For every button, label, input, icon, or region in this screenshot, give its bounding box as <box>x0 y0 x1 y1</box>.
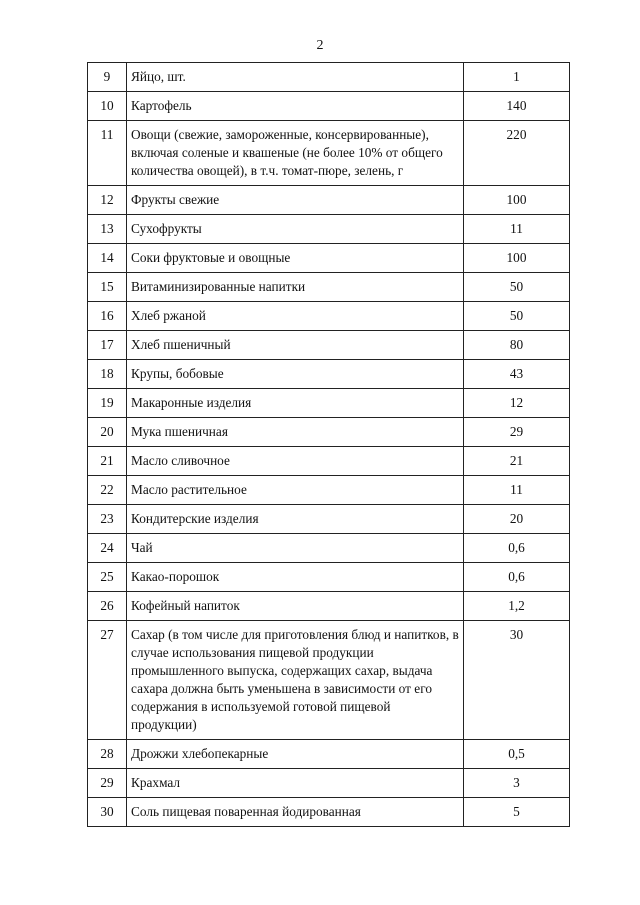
norm-value: 5 <box>464 798 570 827</box>
table-row <box>88 360 570 389</box>
product-name: Крахмал <box>127 769 464 798</box>
norm-value: 12 <box>464 389 570 418</box>
row-number: 18 <box>88 360 127 389</box>
product-name: Сахар (в том числе для приготовления блюд и напитков, в случае использования пищевой продукции промышленного выпуска, содержащих сахар, выдача сахара должна быть уменьшена в зависимости от его содержания в используемой готовой пищевой продукции) <box>127 621 464 740</box>
norm-value: 0,6 <box>464 563 570 592</box>
page-number: 2 <box>316 38 324 53</box>
product-name: Какао-порошок <box>127 563 464 592</box>
table-row <box>88 92 570 121</box>
product-name: Чай <box>127 534 464 563</box>
norm-value: 1 <box>464 63 570 92</box>
row-number: 17 <box>88 331 127 360</box>
row-number: 11 <box>88 121 127 186</box>
row-number: 30 <box>88 798 127 827</box>
table-row <box>88 302 570 331</box>
product-name: Витаминизированные напитки <box>127 273 464 302</box>
row-number: 29 <box>88 769 127 798</box>
table-row <box>88 215 570 244</box>
norm-value: 140 <box>464 92 570 121</box>
table-row <box>88 534 570 563</box>
table-row <box>88 63 570 92</box>
product-name: Кондитерские изделия <box>127 505 464 534</box>
norm-value: 3 <box>464 769 570 798</box>
product-name: Картофель <box>127 92 464 121</box>
norm-value: 11 <box>464 215 570 244</box>
row-number: 26 <box>88 592 127 621</box>
table-row <box>88 331 570 360</box>
row-number: 15 <box>88 273 127 302</box>
norm-value: 50 <box>464 273 570 302</box>
norm-value: 80 <box>464 331 570 360</box>
norm-value: 29 <box>464 418 570 447</box>
row-number: 25 <box>88 563 127 592</box>
norm-value: 21 <box>464 447 570 476</box>
row-number: 24 <box>88 534 127 563</box>
norm-value: 0,6 <box>464 534 570 563</box>
product-name: Яйцо, шт. <box>127 63 464 92</box>
product-name: Овощи (свежие, замороженные, консервированные), включая соленые и квашеные (не более 10% от общего количества овощей), в т.ч. томат-пюре, зелень, г <box>127 121 464 186</box>
product-name: Крупы, бобовые <box>127 360 464 389</box>
norm-value: 0,5 <box>464 740 570 769</box>
row-number: 19 <box>88 389 127 418</box>
row-number: 20 <box>88 418 127 447</box>
table-body <box>88 63 570 827</box>
table-row <box>88 621 570 740</box>
norm-value: 1,2 <box>464 592 570 621</box>
table-row <box>88 186 570 215</box>
table-row <box>88 505 570 534</box>
food-norms-table <box>87 62 570 827</box>
norm-value: 100 <box>464 186 570 215</box>
table-row <box>88 447 570 476</box>
table-row <box>88 740 570 769</box>
table-row <box>88 476 570 505</box>
product-name: Соль пищевая поваренная йодированная <box>127 798 464 827</box>
table-row <box>88 244 570 273</box>
row-number: 12 <box>88 186 127 215</box>
row-number: 21 <box>88 447 127 476</box>
row-number: 23 <box>88 505 127 534</box>
row-number: 28 <box>88 740 127 769</box>
row-number: 27 <box>88 621 127 740</box>
product-name: Кофейный напиток <box>127 592 464 621</box>
product-name: Сухофрукты <box>127 215 464 244</box>
norm-value: 50 <box>464 302 570 331</box>
product-name: Масло растительное <box>127 476 464 505</box>
table-row <box>88 563 570 592</box>
row-number: 13 <box>88 215 127 244</box>
norm-value: 220 <box>464 121 570 186</box>
product-name: Мука пшеничная <box>127 418 464 447</box>
norm-value: 43 <box>464 360 570 389</box>
table-row <box>88 769 570 798</box>
product-name: Хлеб ржаной <box>127 302 464 331</box>
product-name: Соки фруктовые и овощные <box>127 244 464 273</box>
row-number: 16 <box>88 302 127 331</box>
table-row <box>88 389 570 418</box>
row-number: 22 <box>88 476 127 505</box>
norm-value: 30 <box>464 621 570 740</box>
product-name: Масло сливочное <box>127 447 464 476</box>
table-row <box>88 273 570 302</box>
table-row <box>88 798 570 827</box>
norm-value: 20 <box>464 505 570 534</box>
product-name: Фрукты свежие <box>127 186 464 215</box>
table-row <box>88 418 570 447</box>
table-row <box>88 592 570 621</box>
product-name: Хлеб пшеничный <box>127 331 464 360</box>
product-name: Макаронные изделия <box>127 389 464 418</box>
row-number: 10 <box>88 92 127 121</box>
row-number: 9 <box>88 63 127 92</box>
norm-value: 100 <box>464 244 570 273</box>
product-name: Дрожжи хлебопекарные <box>127 740 464 769</box>
table-row <box>88 121 570 186</box>
norm-value: 11 <box>464 476 570 505</box>
row-number: 14 <box>88 244 127 273</box>
